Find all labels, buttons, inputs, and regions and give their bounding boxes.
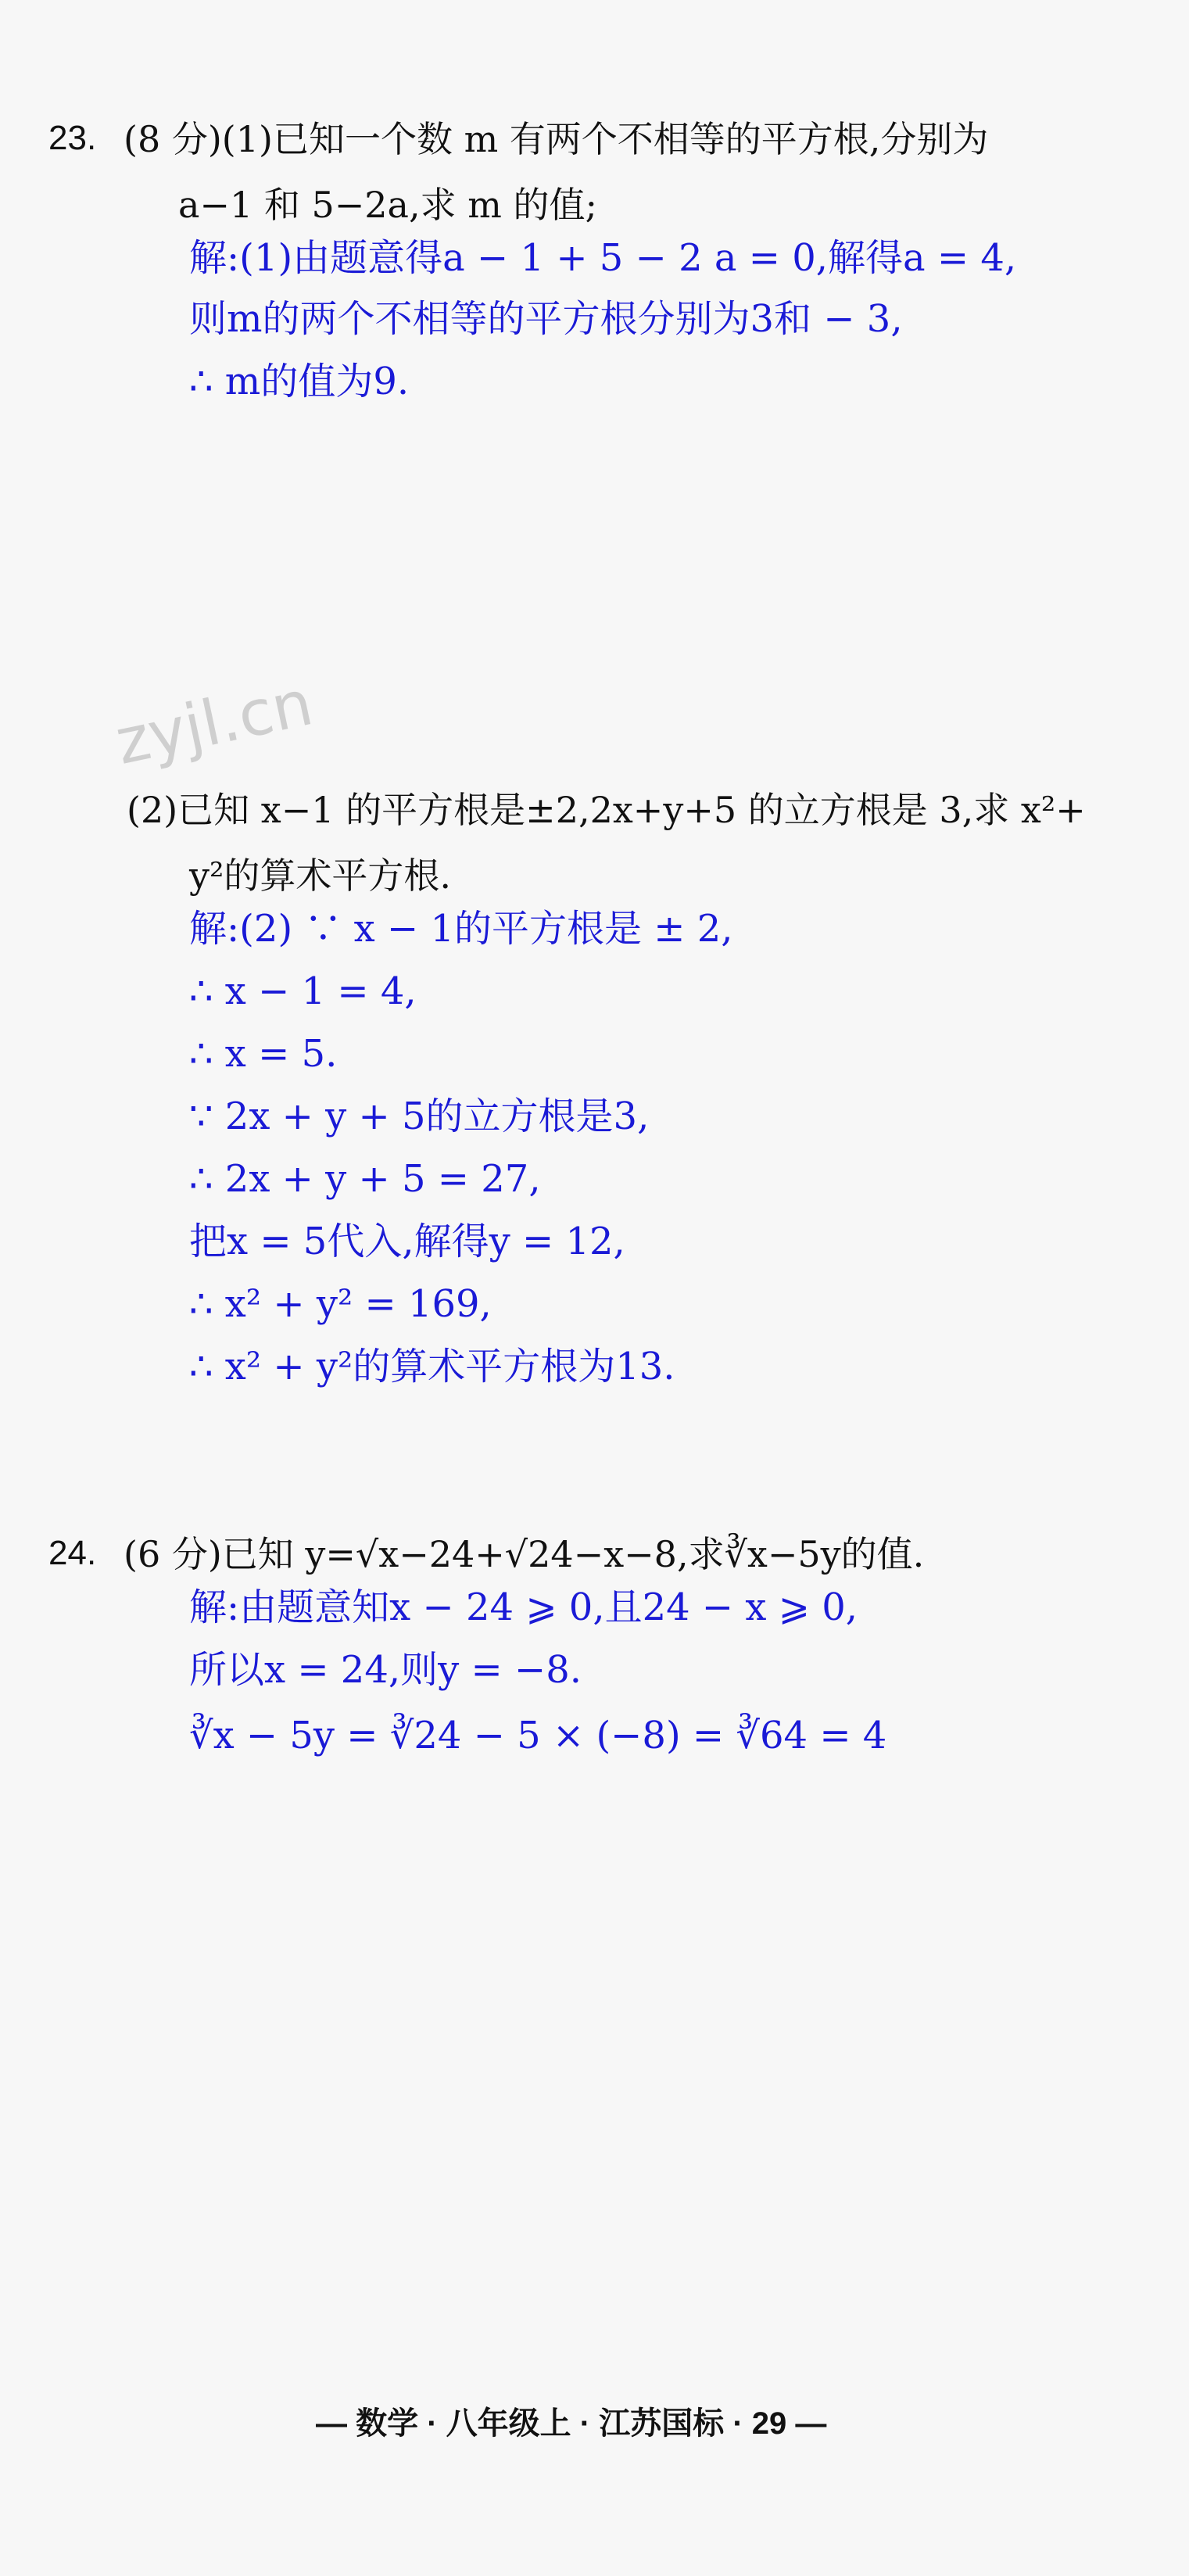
question-number-24: 24.	[48, 1534, 97, 1572]
q23-part2-line2: y²的算术平方根.	[189, 854, 452, 897]
q24-answer-line: ∛x − 5y = ∛24 − 5 × (−8) = ∛64 = 4	[189, 1714, 887, 1757]
question-number-23: 23.	[48, 119, 97, 157]
q23-answer2-line: ∴ x² + y² = 169,	[189, 1282, 492, 1326]
q23-part2-line1: (2)已知 x−1 的平方根是±2,2x+y+5 的立方根是 3,求 x²+	[127, 789, 1086, 831]
q23-part1-line2: a−1 和 5−2a,求 m 的值;	[178, 184, 597, 226]
q23-answer2-line: 把x = 5代入,解得y = 12,	[189, 1220, 625, 1263]
q24-question: (6 分)已知 y=√x−24+√24−x−8,求∛x−5y的值.	[124, 1533, 925, 1575]
q23-answer1-line3: ∴ m的值为9.	[189, 360, 410, 403]
q23-answer1-line2: 则m的两个不相等的平方根分别为3和 − 3,	[189, 297, 903, 341]
q23-answer2-line: ∴ x² + y²的算术平方根为13.	[189, 1345, 675, 1388]
watermark: zyjl.cn	[109, 666, 319, 779]
q23-answer1-line1: 解:(1)由题意得a − 1 + 5 − 2 a = 0,解得a = 4,	[189, 236, 1017, 280]
q23-answer2-line: ∴ x = 5.	[189, 1032, 338, 1076]
q23-answer2-line: ∴ x − 1 = 4,	[189, 969, 417, 1013]
q23-part1-line1: (8 分)(1)已知一个数 m 有两个不相等的平方根,分别为	[124, 118, 989, 160]
q24-answer-line: 解:由题意知x − 24 ⩾ 0,且24 − x ⩾ 0,	[189, 1585, 858, 1629]
page-footer: — 数学 · 八年级上 · 江苏国标 · 29 —	[316, 2406, 827, 2441]
q23-answer2-line: ∵ 2x + y + 5的立方根是3,	[189, 1095, 650, 1138]
q23-answer2-line: 解:(2) ∵ x − 1的平方根是 ± 2,	[189, 907, 733, 951]
q24-answer-line: 所以x = 24,则y = −8.	[189, 1648, 582, 1692]
q23-answer2-line: ∴ 2x + y + 5 = 27,	[189, 1157, 541, 1201]
